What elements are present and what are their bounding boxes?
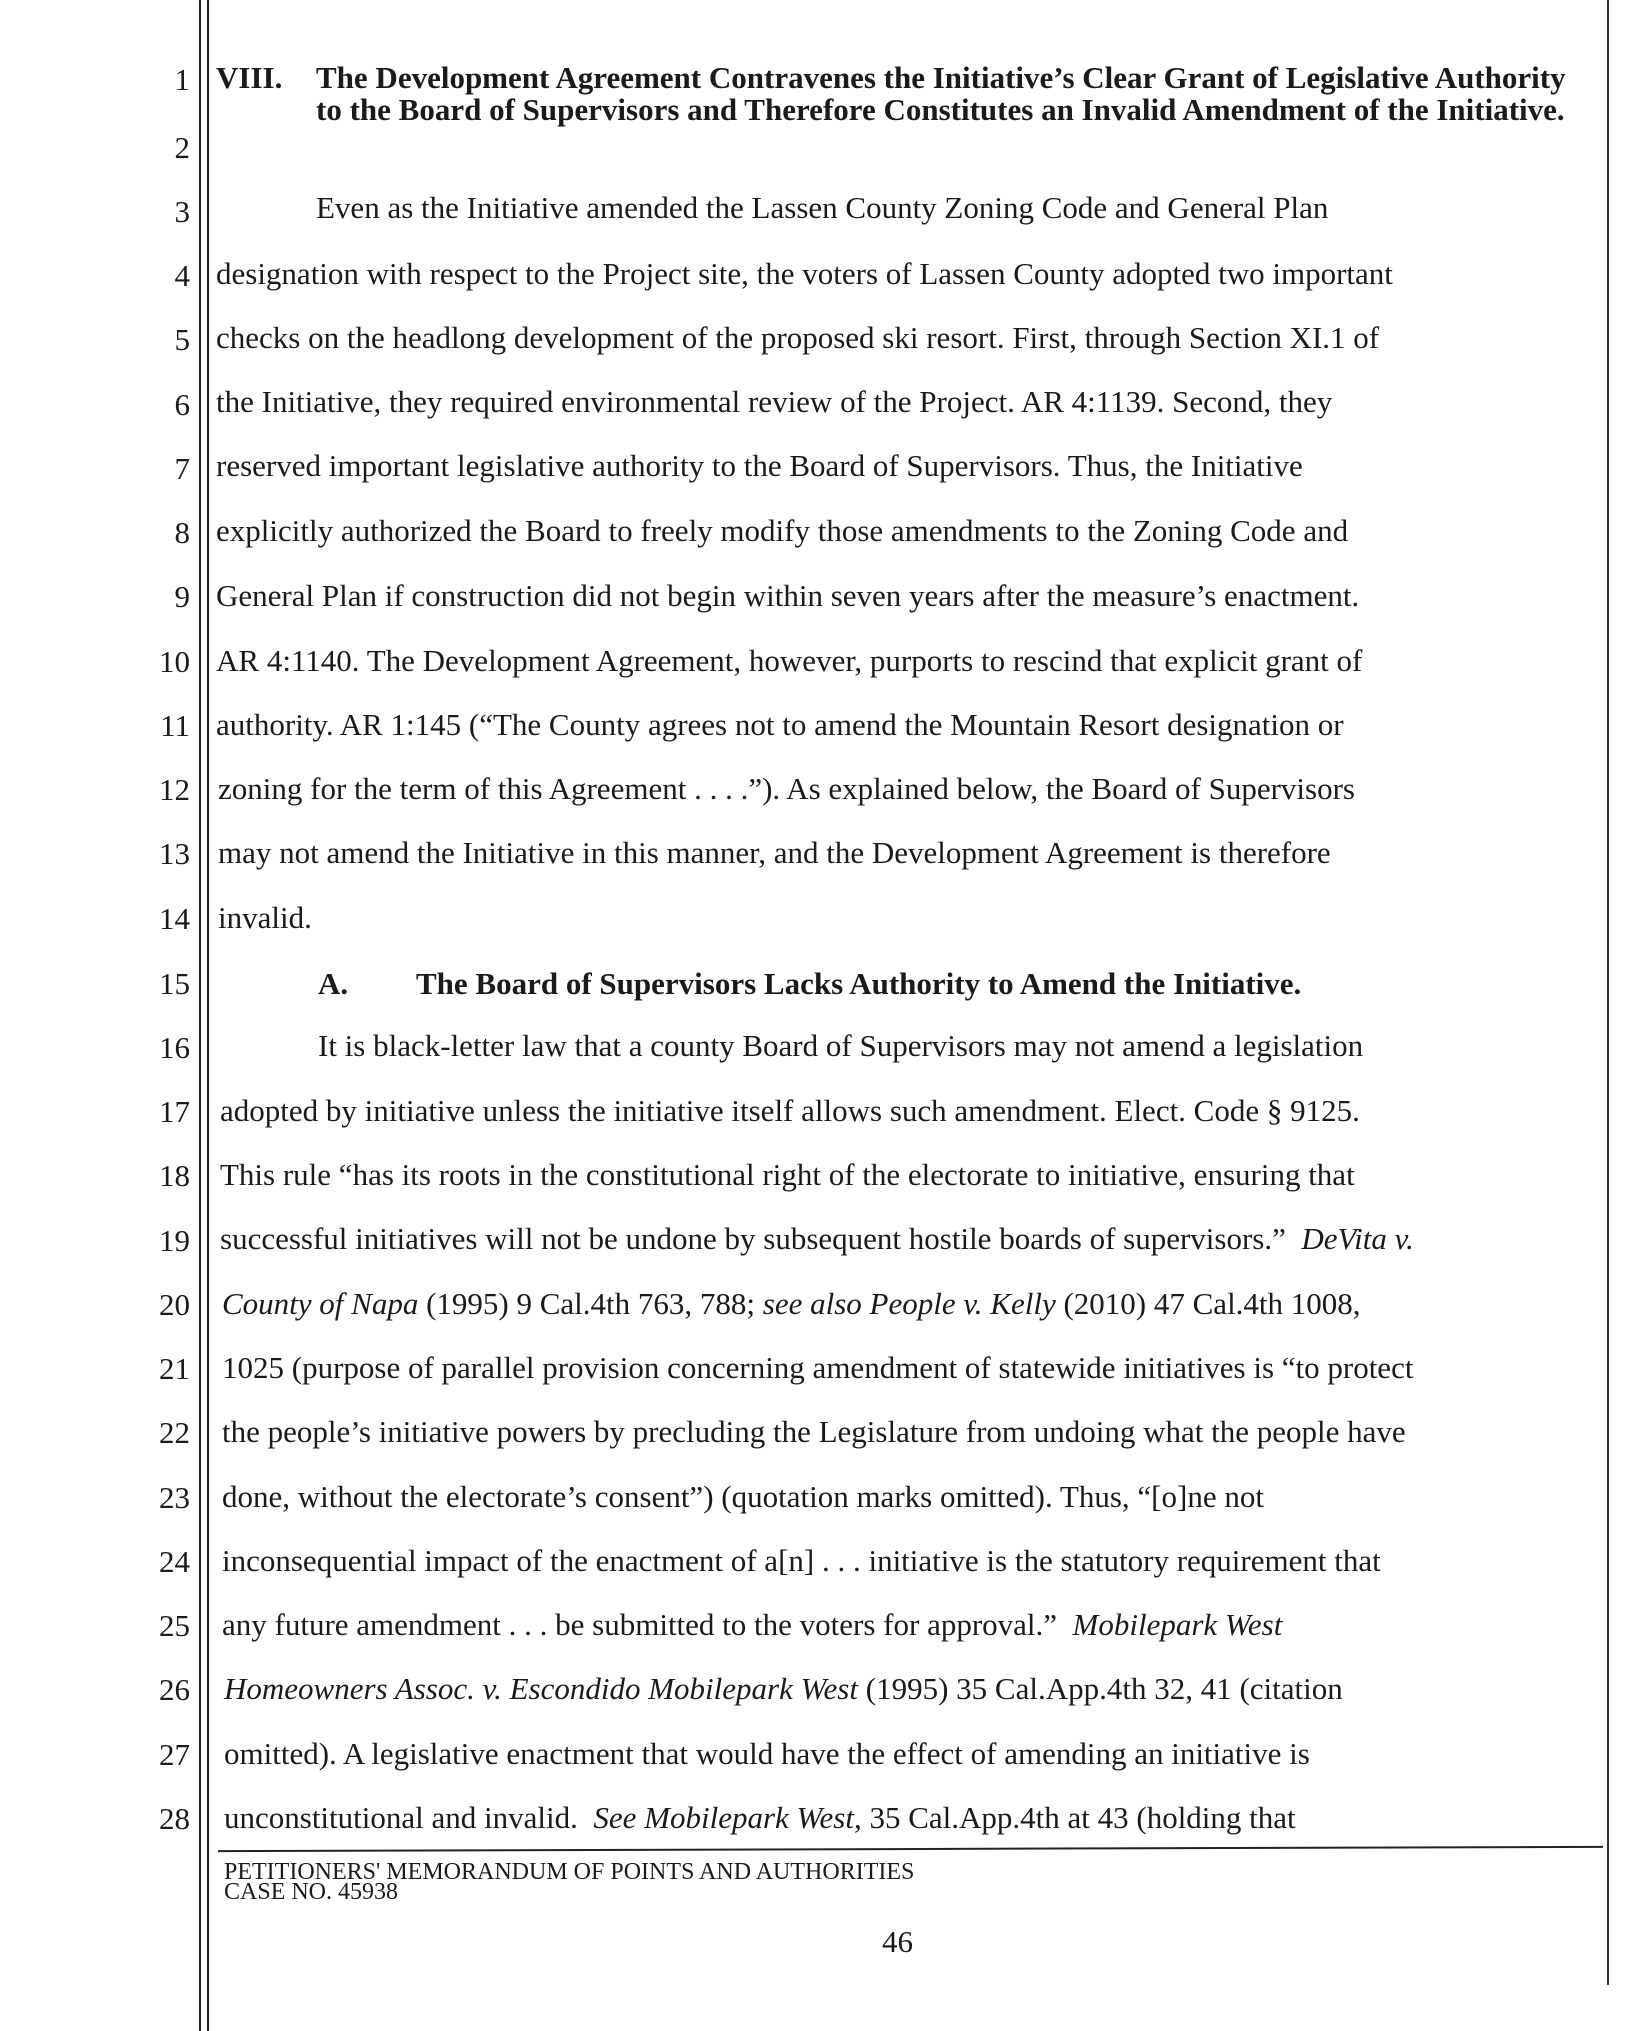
footer-title: PETITIONERS' MEMORANDUM OF POINTS AND AUTHORITIES — [224, 1859, 915, 1885]
text-line: 1025 (purpose of parallel provision concerning amendment of statewide initiatives is “to protect — [222, 1350, 1414, 1385]
footer-case-number: CASE NO. 45938 — [224, 1879, 399, 1905]
page-number: 46 — [882, 1924, 913, 1959]
line-number: 16 — [159, 1030, 190, 1065]
text-line: adopted by initiative unless the initiative itself allows such amendment. Elect. Code § 9125. — [220, 1093, 1360, 1128]
line-number: 26 — [159, 1672, 190, 1707]
text-run: (2010) 47 Cal.4th 1008, — [1063, 1286, 1361, 1321]
line-number: 9 — [174, 579, 190, 614]
section-title: The Development Agreement Contravenes the Initiative’s Clear Grant of Legislative Authority to the Board of Supervisors and Therefore Constitutes an Invalid Amendment of the Initiative. — [316, 60, 1566, 127]
line-number: 15 — [159, 966, 190, 1001]
text-line — [220, 1221, 1414, 1257]
text-line — [224, 1800, 1296, 1836]
text-run: , 35 Cal.App.4th at 43 (holding that — [853, 1800, 1296, 1835]
line-number: 20 — [159, 1287, 190, 1322]
line-number: 10 — [159, 644, 190, 679]
line-number: 22 — [159, 1415, 190, 1450]
text-line: inconsequential impact of the enactment of a[n] . . . initiative is the statutory requirement that — [222, 1543, 1381, 1578]
line-number: 11 — [160, 708, 190, 743]
text-line: omitted). A legislative enactment that would have the effect of amending an initiative is — [224, 1736, 1310, 1771]
line-number: 12 — [159, 772, 190, 807]
text-line: explicitly authorized the Board to freely modify those amendments to the Zoning Code and — [216, 513, 1349, 548]
text-line: invalid. — [218, 900, 312, 935]
text-line: It is black-letter law that a county Board of Supervisors may not amend a legislation — [318, 1028, 1364, 1063]
line-number: 13 — [159, 836, 190, 871]
case-citation: County of Napa — [222, 1286, 419, 1321]
left-margin-rule-inner — [207, 0, 209, 2031]
text-line: General Plan if construction did not begin within seven years after the measure’s enactment. — [216, 578, 1360, 613]
text-line: AR 4:1140. The Development Agreement, however, purports to rescind that explicit grant of — [216, 643, 1363, 678]
line-number: 17 — [159, 1094, 190, 1129]
text-line: checks on the headlong development of the proposed ski resort. First, through Section XI.1 of — [216, 320, 1380, 355]
line-number: 8 — [174, 515, 190, 550]
text-line — [222, 1607, 1282, 1643]
case-citation: Homeowners Assoc. v. Escondido Mobilepark West — [224, 1671, 858, 1706]
text-line: may not amend the Initiative in this manner, and the Development Agreement is therefore — [218, 835, 1331, 870]
line-number: 3 — [174, 194, 190, 229]
case-citation: see also People v. Kelly — [762, 1286, 1056, 1321]
text-line: the people’s initiative powers by precluding the Legislature from undoing what the people have — [222, 1414, 1406, 1449]
text-run: (1995) 35 Cal.App.4th 32, 41 (citation — [865, 1671, 1343, 1706]
section-number: VIII. — [216, 60, 283, 95]
right-margin-rule — [1607, 0, 1609, 1985]
case-citation: Mobilepark West — [1072, 1607, 1283, 1642]
text-line: reserved important legislative authority to the Board of Supervisors. Thus, the Initiative — [216, 448, 1303, 483]
text-line: authority. AR 1:145 (“The County agrees not to amend the Mountain Resort designation or — [216, 707, 1344, 742]
line-number: 25 — [159, 1608, 190, 1643]
line-number: 24 — [159, 1544, 190, 1579]
line-number: 21 — [159, 1351, 190, 1386]
line-number: 2 — [174, 130, 190, 165]
text-line — [222, 1286, 1361, 1322]
text-line: zoning for the term of this Agreement . . . .”). As explained below, the Board of Supervisors — [218, 771, 1355, 806]
text-line — [224, 1671, 1343, 1707]
text-run: successful initiatives will not be undone by subsequent hostile boards of supervisors.” — [220, 1221, 1286, 1256]
text-run: (1995) 9 Cal.4th 763, 788; — [426, 1286, 756, 1321]
text-line: designation with respect to the Project site, the voters of Lassen County adopted two important — [216, 256, 1393, 291]
text-line: done, without the electorate’s consent”) (quotation marks omitted). Thus, “[o]ne not — [222, 1479, 1264, 1514]
footer — [224, 1859, 915, 1905]
line-number: 14 — [159, 901, 190, 936]
subheading-letter: A. — [318, 966, 349, 1001]
line-number: 4 — [174, 258, 190, 293]
text-line: This rule “has its roots in the constitutional right of the electorate to initiative, ensuring that — [220, 1157, 1355, 1192]
subheading-title: The Board of Supervisors Lacks Authority to Amend the Initiative. — [416, 966, 1302, 1001]
line-number: 6 — [174, 387, 190, 422]
text-line: Even as the Initiative amended the Lassen County Zoning Code and General Plan — [316, 190, 1329, 225]
subheading — [318, 966, 1302, 1002]
text-run: unconstitutional and invalid. — [224, 1800, 578, 1835]
case-citation: See Mobilepark West — [593, 1800, 854, 1835]
line-number: 27 — [159, 1737, 190, 1772]
case-citation: DeVita v. — [1301, 1221, 1414, 1256]
line-number: 23 — [159, 1480, 190, 1515]
line-number: 1 — [174, 62, 190, 97]
line-number: 7 — [174, 451, 190, 486]
footer-divider — [218, 1846, 1603, 1852]
line-number: 28 — [159, 1801, 190, 1836]
line-number: 19 — [159, 1223, 190, 1258]
line-number: 5 — [174, 322, 190, 357]
line-number: 18 — [159, 1158, 190, 1193]
text-run: any future amendment . . . be submitted to the voters for approval.” — [222, 1607, 1058, 1642]
text-line: the Initiative, they required environmental review of the Project. AR 4:1139. Second, they — [216, 384, 1333, 419]
left-margin-rule — [199, 0, 201, 2031]
